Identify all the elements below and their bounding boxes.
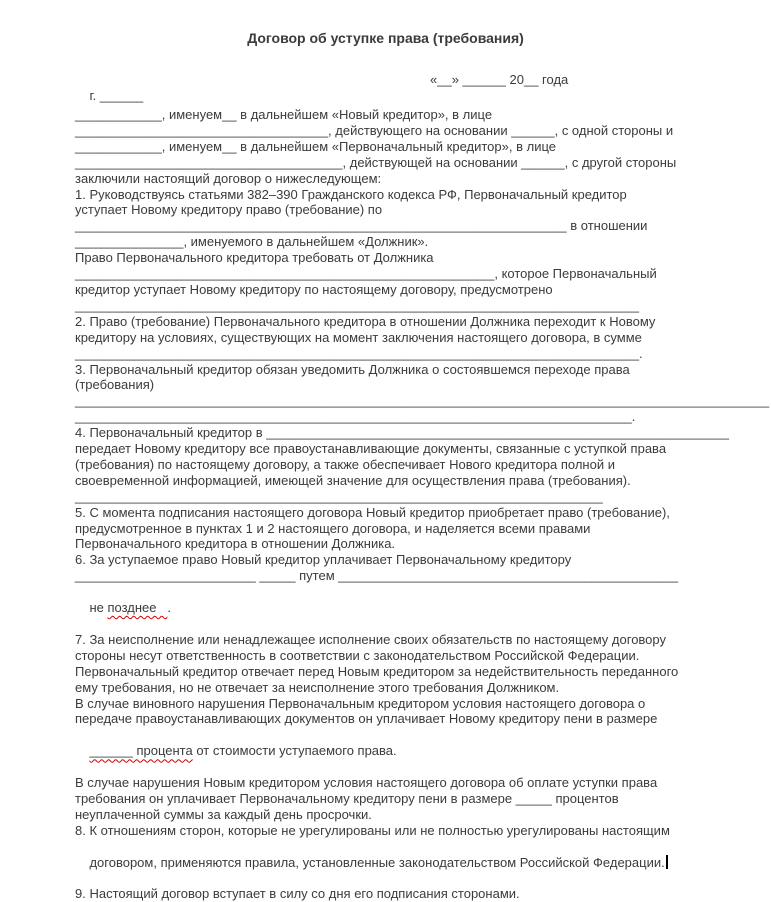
doc-line: предусмотренное в пунктах 1 и 2 настоящего договора, и наделяется всеми правами [75, 520, 591, 536]
doc-line: _______________, именуемого в дальнейшем «Должник». [75, 234, 429, 250]
doc-line: неуплаченной суммы за каждый день просрочки. [75, 806, 372, 822]
doc-line: (требования) [75, 377, 155, 393]
doc-line: Право Первоначального кредитора требовать от Должника [75, 250, 434, 266]
doc-line: кредитору на условиях, существующих на момент заключения настоящего договора, в сумме [75, 329, 642, 345]
doc-line-clause-5: 5. С момента подписания настоящего договора Новый кредитор приобретает право (требование), [75, 504, 670, 520]
doc-line: (требования) по настоящему договору, а также обеспечивает Нового кредитора полной и [75, 456, 615, 472]
doc-line-with-caret [75, 839, 741, 887]
doc-line: Первоначального кредитора в отношении Должника. [75, 536, 396, 552]
spell-post-text: . [167, 600, 171, 616]
doc-line: ____________, именуем__ в дальнейшем «Первоначальный кредитор», в лице [75, 138, 556, 154]
doc-line-blank: _____________________________________________________________________________. [75, 409, 636, 425]
doc-line: ___________________________________, действующего на основании ______, с одной стороны и [75, 122, 674, 138]
spell-pre-text: не [89, 600, 108, 616]
doc-line-clause-2: 2. Право (требование) Первоначального кредитора в отношении Должника переходит к Новому [75, 313, 656, 329]
doc-line: своевременной информацией, имеющей значение для осуществления права (требования). [75, 472, 631, 488]
date-blank: «__» ______ 20__ года [430, 72, 569, 87]
doc-line-clause-7: 7. За неисполнение или ненадлежащее исполнение своих обязательств по настоящему договору [75, 631, 666, 647]
spellcheck-underline-word: позднее [107, 600, 168, 616]
doc-line-blank: __________________________________________________________, которое Первоначальный [75, 266, 657, 282]
doc-line-clause-1: 1. Руководствуясь статьями 382–390 Гражданского кодекса РФ, Первоначальный кредитор [75, 186, 627, 202]
doc-line-spellcheck [75, 584, 741, 632]
place-date-row [75, 72, 741, 103]
doc-line-blank: ______________________________________________________________________________. [75, 345, 643, 361]
doc-line-blank: ________________________________________________________________________________________________ [75, 393, 770, 409]
doc-line-blank: _________________________________________________________________________ [75, 488, 603, 504]
doc-line: ____________, именуем__ в дальнейшем «Новый кредитор», в лице [75, 107, 493, 122]
doc-line: заключили настоящий договор о нижеследующем: [75, 170, 382, 186]
doc-line-clause-3: 3. Первоначальный кредитор обязан уведомить Должника о состоявшемся переходе права [75, 361, 630, 377]
doc-line-blank: ______________________________________________________________________________ [75, 297, 639, 313]
doc-line: передает Новому кредитору все правоустанавливающие документы, связанные с уступкой права [75, 441, 667, 457]
doc-line: В случае виновного нарушения Первоначальным кредитором условия настоящего договора о [75, 695, 646, 711]
doc-line-blank: ____________________________________________________________________ в отношении [75, 218, 648, 234]
spellcheck-underline-word: ______ процента [89, 743, 193, 759]
doc-line-clause-6: 6. За уступаемое право Новый кредитор уплачивает Первоначальному кредитору [75, 552, 572, 568]
doc-line: _____________________________________, действующей на основании ______, с другой стороны [75, 154, 677, 170]
doc-line-clause-9-clipped: 9. Настоящий договор вступает в силу со дня его подписания сторонами. [75, 886, 520, 902]
doc-line-clause-8: 8. К отношениям сторон, которые не урегулированы или не полностью урегулированы настоящим [75, 822, 670, 838]
doc-line: уступает Новому кредитору право (требование) по [75, 202, 383, 218]
doc-line: Первоначальный кредитор отвечает перед Новым кредитором за недействительность переданного [75, 663, 679, 679]
text-cursor [666, 855, 668, 869]
doc-line: передаче правоустанавливающих документов он уплачивает Новому кредитору пени в размере [75, 711, 658, 727]
doc-line: ему требования, но не отвечает за неисполнение этого требования Должником. [75, 679, 560, 695]
doc-line-clause-4: 4. Первоначальный кредитор в ________________________________________________________________ [75, 425, 729, 441]
place-blank: г. ______ [89, 87, 144, 103]
doc-line-blank: _________________________ _____ путем _______________________________________________ [75, 568, 679, 584]
doc-line: кредитор уступает Новому кредитору по настоящему договору, предусмотрено [75, 281, 553, 297]
caret-line-text: договором, применяются правила, установленные законодательством Российской Федерации. [89, 854, 665, 870]
spell-post-text: от стоимости уступаемого права. [192, 743, 397, 759]
doc-line: требования он уплачивает Первоначальному кредитору пени в размере _____ процентов [75, 790, 619, 806]
doc-line: стороны несут ответственность в соответствии с законодательством Российской Федерации. [75, 647, 640, 663]
doc-line-spellcheck [75, 727, 741, 775]
document-title: Договор об уступке права (требования) [247, 30, 524, 46]
doc-line: В случае нарушения Новым кредитором условия настоящего договора об оплате уступки права [75, 775, 658, 791]
